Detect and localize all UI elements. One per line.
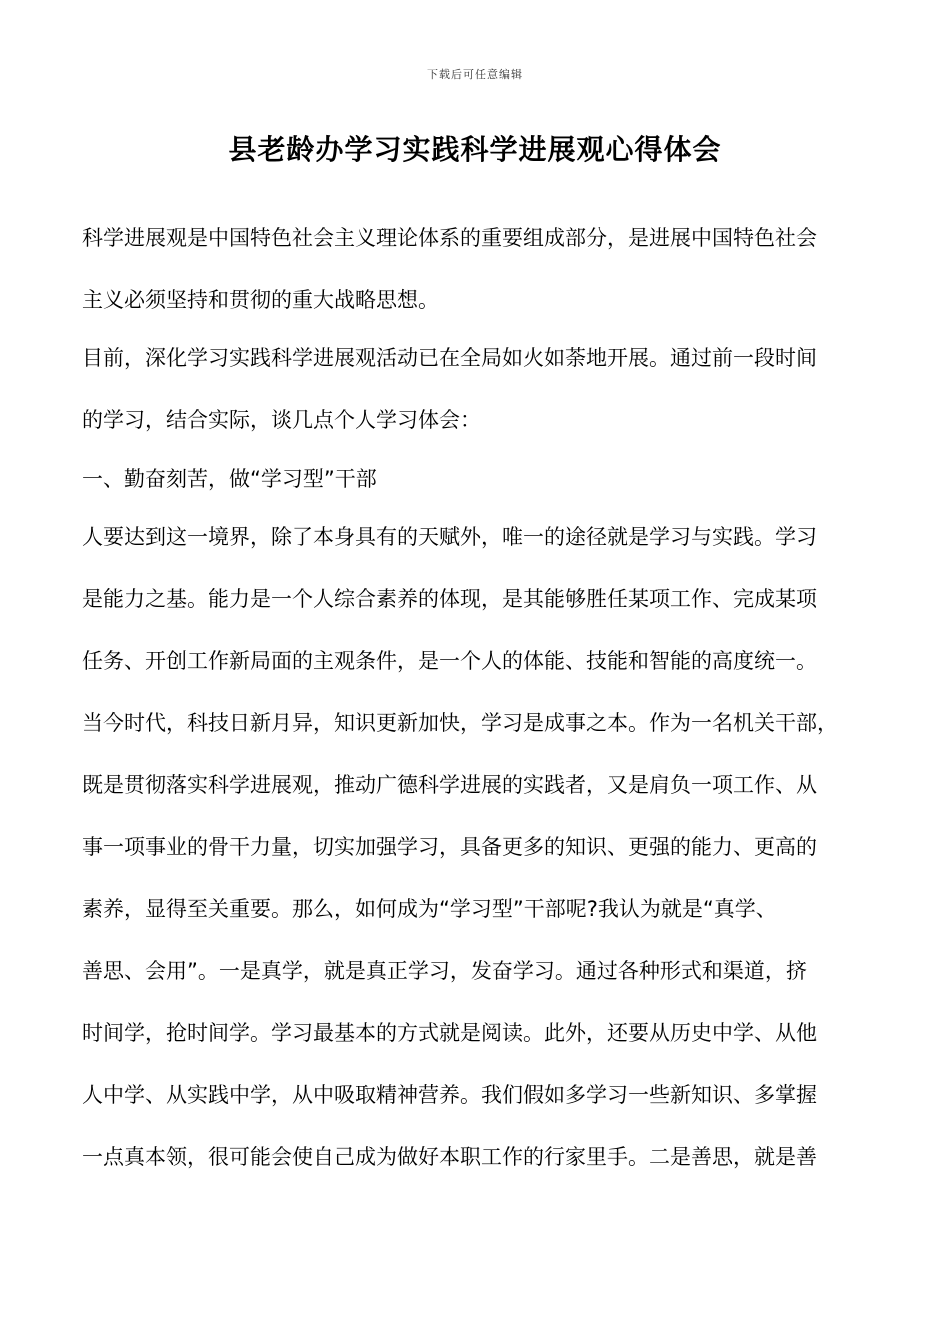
paragraph-line: 的学习，结合实际，谈几点个人学习体会：: [82, 408, 481, 432]
paragraph-line: 人要达到这一境界，除了本身具有的天赋外，唯一的途径就是学习与实践。学习: [82, 525, 817, 549]
paragraph-line: 善思、会用”。一是真学，就是真正学习，发奋学习。通过各种形式和渠道，挤: [82, 959, 807, 983]
section-heading: 一、勤奋刻苦，做“学习型”干部: [82, 467, 377, 491]
paragraph-line: 时间学，抢时间学。学习最基本的方式就是阅读。此外，还要从历史中学、从他: [82, 1021, 817, 1045]
paragraph-line: 目前，深化学习实践科学进展观活动已在全局如火如荼地开展。通过前一段时间: [82, 346, 817, 370]
paragraph-line: 是能力之基。能力是一个人综合素养的体现，是其能够胜任某项工作、完成某项: [82, 587, 817, 611]
paragraph-line: 事一项事业的骨干力量，切实加强学习，具备更多的知识、更强的能力、更高的: [82, 835, 817, 859]
document-title: 县老龄办学习实践科学进展观心得体会: [228, 133, 722, 166]
paragraph-line: 人中学、从实践中学，从中吸取精神营养。我们假如多学习一些新知识、多掌握: [82, 1083, 817, 1107]
paragraph-line: 任务、开创工作新局面的主观条件，是一个人的体能、技能和智能的高度统一。: [82, 649, 817, 673]
header-note: 下载后可任意编辑: [427, 68, 523, 81]
paragraph-line: 既是贯彻落实科学进展观，推动广德科学进展的实践者，又是肩负一项工作、从: [82, 773, 817, 797]
paragraph-line: 当今时代，科技日新月异，知识更新加快，学习是成事之本。作为一名机关干部，: [82, 711, 838, 735]
paragraph-line: 素养，显得至关重要。那么，如何成为“学习型”干部呢?我认为就是“真学、: [82, 897, 777, 921]
paragraph-line: 一点真本领，很可能会使自己成为做好本职工作的行家里手。二是善思，就是善: [82, 1145, 817, 1169]
paragraph-line: 主义必须坚持和贯彻的重大战略思想。: [82, 288, 439, 312]
paragraph-line: 科学进展观是中国特色社会主义理论体系的重要组成部分，是进展中国特色社会: [82, 226, 817, 250]
